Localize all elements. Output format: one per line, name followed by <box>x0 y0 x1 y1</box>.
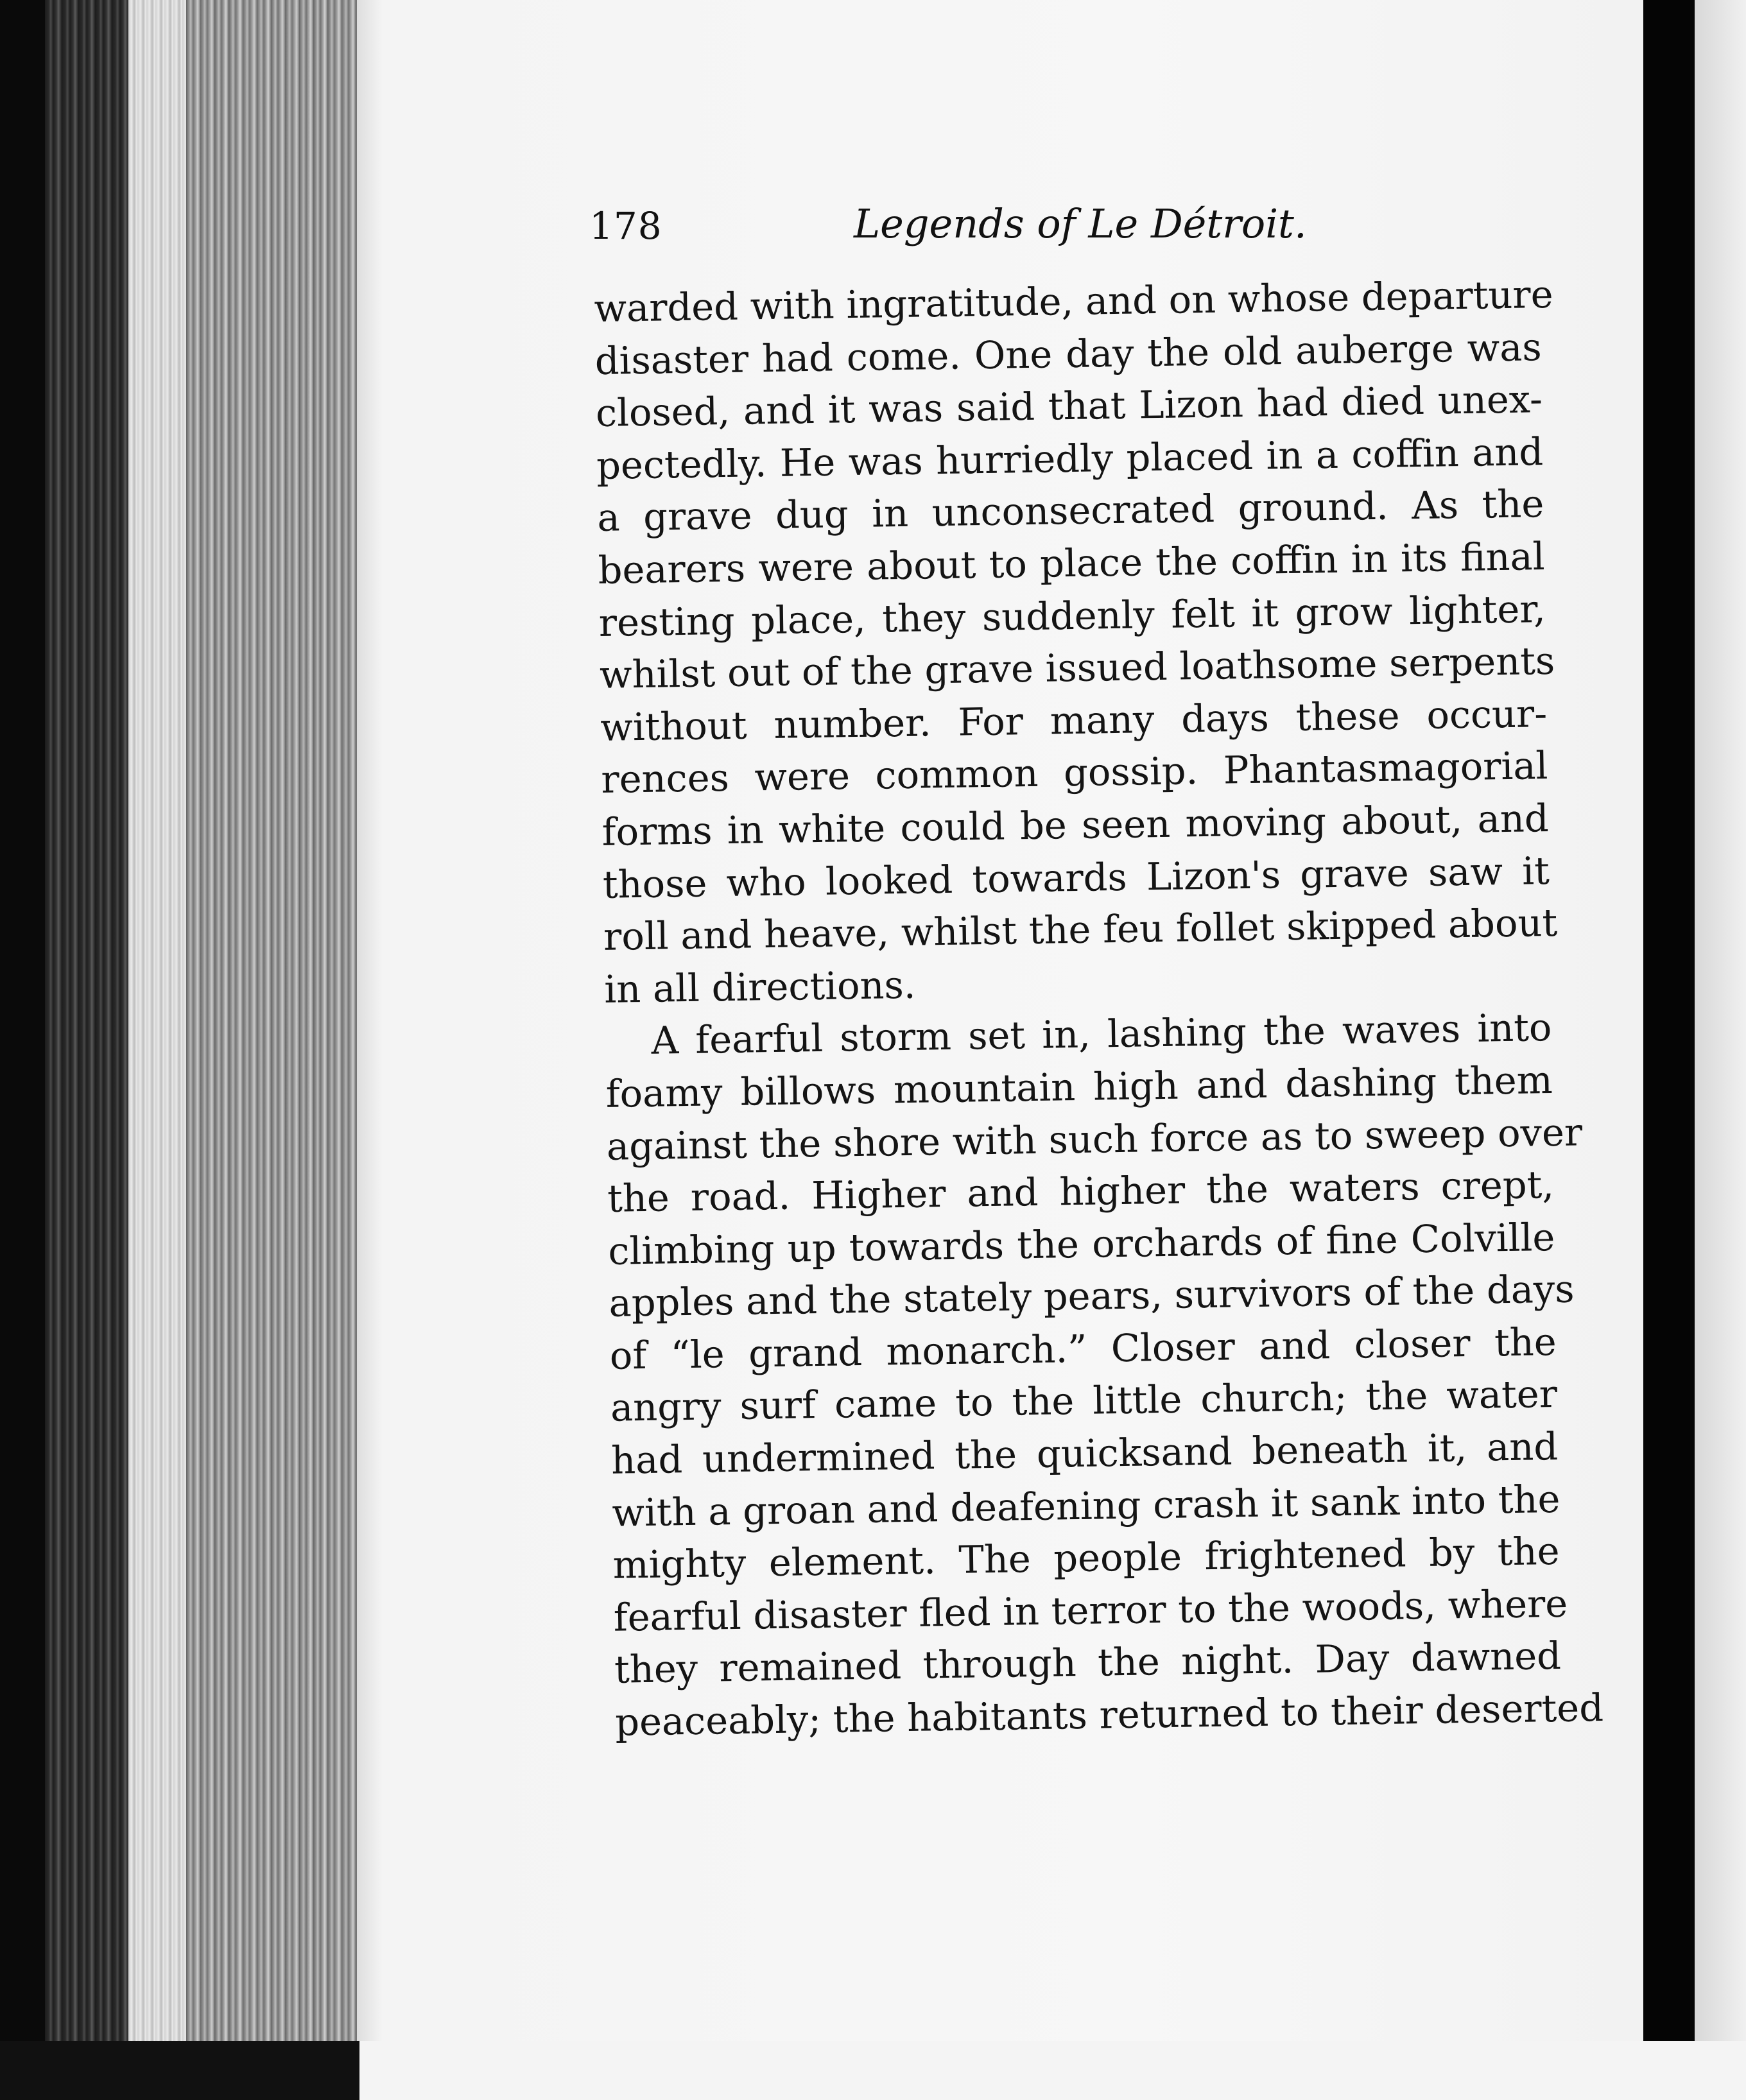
text-line: resting place, they suddenly felt it grow lighter, <box>598 586 1546 645</box>
text-line: of “le grand monarch.” Closer and closer the <box>609 1319 1557 1378</box>
body-text <box>594 268 1604 1748</box>
text-line-paragraph-start: A fearful storm set in, lashing the waves into <box>651 1005 1552 1063</box>
page-number: 178 <box>589 204 662 248</box>
text-line: fearful disaster fled in terror to the woods, where <box>613 1581 1568 1640</box>
text-line: rences were common gossip. Phantasmagorial <box>600 743 1548 802</box>
text-line: without number. For many days these occur- <box>600 691 1548 750</box>
text-line: angry surf came to the little church; the water <box>610 1372 1558 1431</box>
text-line: disaster had come. One day the old auberge was <box>594 324 1543 383</box>
text-line: bearers were about to place the coffin in its final <box>598 534 1546 592</box>
text-line: had undermined the quicksand beneath it, and <box>610 1424 1559 1483</box>
text-line: whilst out of the grave issued loathsome serpents <box>599 639 1555 698</box>
scanner-border-right <box>1643 0 1695 2100</box>
text-line: closed, and it was said that Lizon had died unex- <box>595 377 1543 436</box>
text-line: a grave dug in unconsecrated ground. As the <box>596 481 1544 540</box>
text-line: foamy billows mountain high and dashing them <box>605 1057 1553 1116</box>
text-line: the road. Higher and higher the waters crept, <box>607 1162 1555 1221</box>
text-line: peaceably; the habitants returned to their deserted <box>614 1685 1604 1744</box>
scanner-border-left <box>0 0 45 2100</box>
running-title: Legends of Le Détroit. <box>854 200 1307 247</box>
text-line: pectedly. He was hurriedly placed in a coffin and <box>596 429 1544 488</box>
text-line: against the shore with such force as to sweep over <box>606 1109 1583 1169</box>
text-line: warded with ingratitude, and on whose departure <box>594 271 1553 331</box>
text-line: mighty element. The people frightened by the <box>612 1529 1560 1588</box>
text-line: those who looked towards Lizon's grave saw it <box>602 848 1550 907</box>
text-line: climbing up towards the orchards of fine Colville <box>607 1214 1555 1273</box>
text-line: roll and heave, whilst the feu follet skipped about <box>603 900 1558 960</box>
page-edges-light <box>186 0 359 2100</box>
text-line: apples and the stately pears, survivors of the days <box>609 1266 1575 1326</box>
text-line: with a groan and deafening crash it sank into the <box>611 1476 1560 1535</box>
page-edges-inner <box>128 0 186 2100</box>
text-line-paragraph-end: in all directions. <box>603 962 917 1011</box>
text-line: forms in white could be seen moving about, and <box>601 795 1550 854</box>
text-line: they remained through the night. Day dawned <box>614 1633 1562 1692</box>
scanner-border-bottom-left <box>0 2041 359 2100</box>
facing-page-sliver <box>1695 0 1746 2100</box>
